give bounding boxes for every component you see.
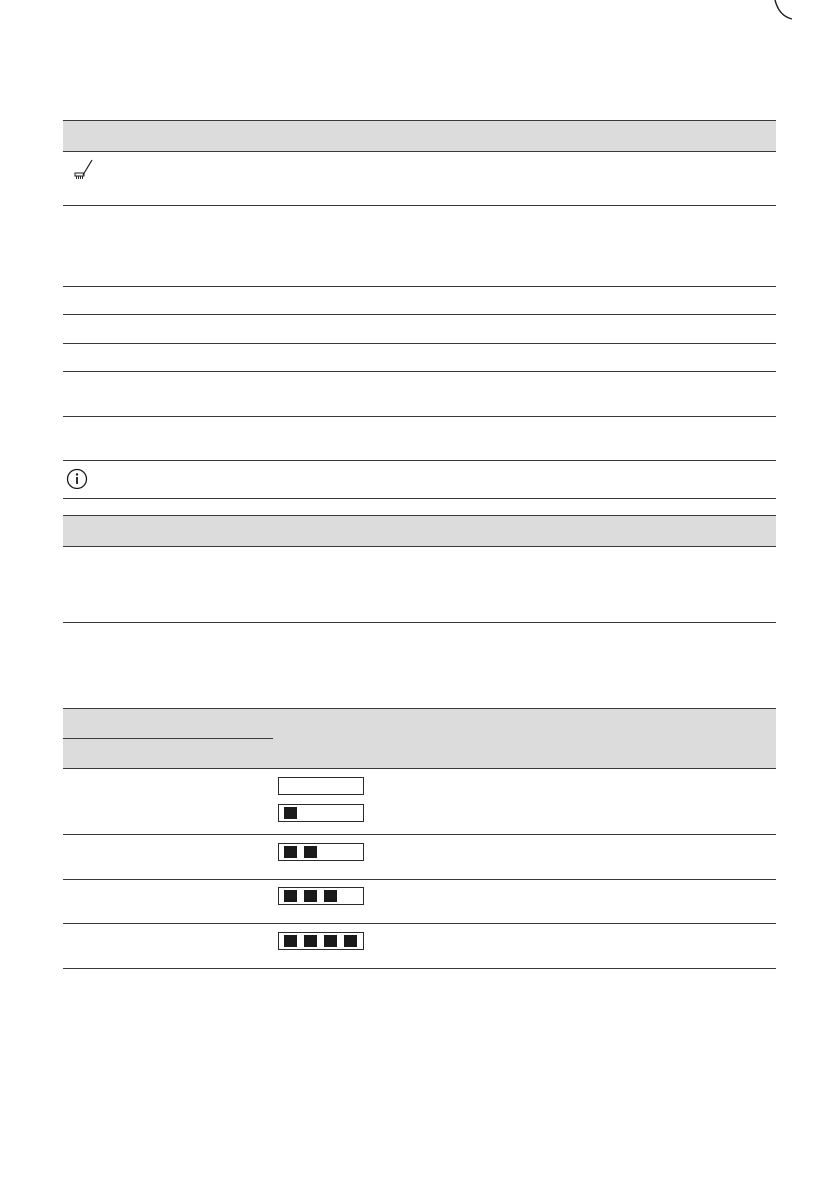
- page-corner-mark: [0, 0, 839, 24]
- level-block: [304, 935, 317, 947]
- level-block: [304, 890, 317, 902]
- level-block: [304, 846, 317, 858]
- table-3-rule: [63, 879, 776, 880]
- table-1-rule: [63, 205, 776, 206]
- table-3-header-subrule: [63, 738, 273, 739]
- table-3-rule: [63, 768, 776, 769]
- level-gauge-row-4: [278, 932, 364, 950]
- table-3-rule: [63, 834, 776, 835]
- level-block: [284, 935, 297, 947]
- level-block: [344, 935, 357, 947]
- level-block: [324, 935, 337, 947]
- table-1-header: [63, 121, 776, 151]
- info-icon: [66, 468, 88, 490]
- table-1-rule: [63, 343, 776, 344]
- level-gauge-row-2: [278, 843, 364, 861]
- level-gauge-row-1b: [278, 804, 364, 822]
- table-1-rule: [63, 151, 776, 152]
- table-1-rule: [63, 460, 776, 461]
- table-1-rule: [63, 371, 776, 372]
- level-block: [284, 807, 297, 819]
- table-2-rule-bottom: [63, 622, 776, 623]
- level-block: [324, 890, 337, 902]
- table-2-header: [63, 516, 776, 546]
- table-1-rule-top: [63, 120, 776, 121]
- table-1-rule: [63, 314, 776, 315]
- table-3-rule-top: [63, 708, 776, 709]
- table-1-rule-bottom: [63, 498, 776, 499]
- level-gauge-row-1a: [278, 777, 364, 795]
- level-gauge-row-3: [278, 887, 364, 905]
- brush-icon: [72, 158, 96, 182]
- table-1-rule: [63, 416, 776, 417]
- table-3-rule-bottom: [63, 968, 776, 969]
- table-1-rule: [63, 286, 776, 287]
- level-block: [284, 846, 297, 858]
- table-2-rule: [63, 546, 776, 547]
- table-3-rule: [63, 923, 776, 924]
- level-block: [284, 890, 297, 902]
